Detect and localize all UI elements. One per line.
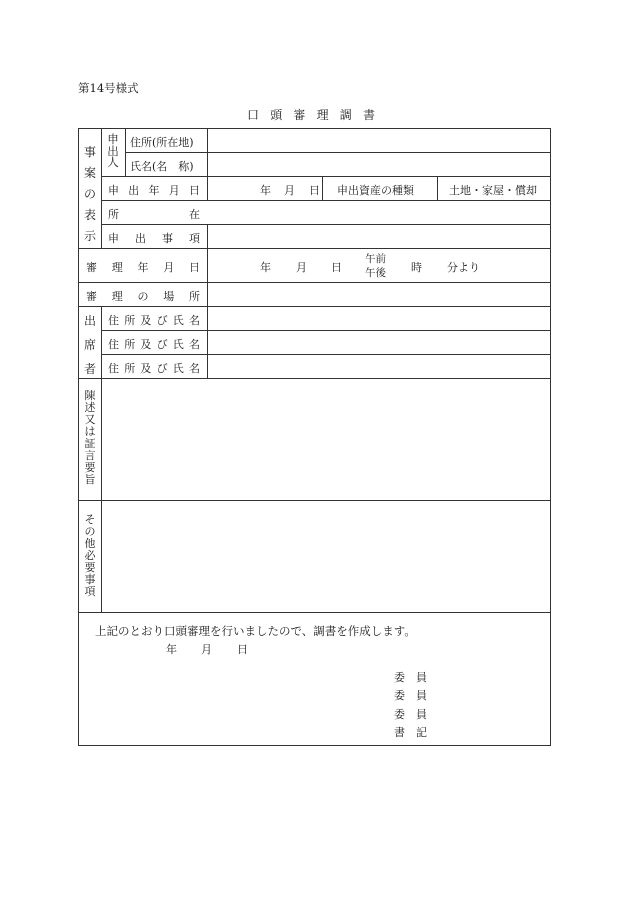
signature-label: 委 員: [394, 708, 427, 721]
attendees-label-1: 出: [84, 314, 97, 328]
application-day: 日: [309, 184, 320, 197]
application-date-label: [108, 182, 200, 198]
label-char: 書: [362, 108, 375, 122]
signature-label: 委 員: [394, 671, 427, 684]
label-char: 名: [188, 338, 200, 351]
label-char: 住: [108, 362, 119, 375]
form-number: 第14号様式: [78, 81, 139, 95]
name-label: 氏名(名 称): [130, 160, 194, 173]
row-line: [78, 612, 551, 613]
label-char: 理: [111, 261, 123, 274]
label-char: 言: [84, 449, 96, 462]
label-char: 事: [162, 232, 173, 245]
application-matter-label: [108, 230, 200, 246]
label-char: び: [156, 314, 168, 327]
label-char: 名: [188, 362, 200, 375]
label-char: 日: [189, 261, 200, 274]
address-label: 住所(所在地): [130, 136, 194, 149]
statement-label: [82, 390, 98, 485]
label-char: 案: [83, 166, 96, 180]
location-field[interactable]: [208, 201, 550, 224]
label-char: 審: [86, 290, 97, 303]
col-line: [437, 176, 438, 200]
signature-label: 委 員: [394, 689, 427, 702]
label-char: 氏: [172, 314, 184, 327]
closing-month: 月: [201, 643, 212, 656]
hearing-hour: 時: [411, 261, 422, 274]
hearing-year: 年: [260, 261, 271, 274]
other-matters-label: [82, 514, 98, 597]
label-char: 年: [148, 184, 160, 197]
label-char: 所: [124, 314, 136, 327]
label-char: 審: [293, 108, 306, 122]
label-char: 所: [108, 208, 119, 221]
application-matter-field[interactable]: [208, 225, 550, 248]
label-char: 審: [86, 261, 97, 274]
label-char: の: [137, 290, 149, 303]
label-char: 住: [108, 314, 119, 327]
label-char: 申: [108, 232, 119, 245]
label-char: 在: [189, 208, 200, 221]
hearing-am: 午前: [365, 253, 386, 265]
label-char: 年: [137, 261, 149, 274]
hearing-day: 日: [331, 261, 342, 274]
label-char: 申: [107, 132, 119, 146]
label-char: 所: [124, 362, 136, 375]
label-char: 人: [107, 155, 119, 169]
label-char: 口: [247, 108, 260, 122]
attendee-row-label: [108, 312, 200, 328]
col-line: [322, 176, 323, 200]
label-char: 必: [84, 549, 96, 562]
label-char: 理: [111, 290, 123, 303]
col-line: [101, 128, 102, 248]
hearing-pm: 午後: [365, 267, 386, 279]
asset-type-value: 土地・家屋・償却: [449, 184, 537, 197]
closing-day: 日: [237, 643, 248, 656]
col-line: [101, 306, 102, 378]
hearing-date-label: [86, 259, 200, 275]
label-char: 月: [168, 184, 180, 197]
label-char: 申: [108, 184, 119, 197]
label-char: 出: [107, 143, 119, 158]
label-char: 調: [339, 108, 352, 122]
label-char: び: [156, 338, 168, 351]
label-char: は: [84, 425, 96, 438]
address-field[interactable]: [208, 129, 550, 152]
label-char: 陳: [84, 389, 96, 402]
label-char: 所: [124, 338, 136, 351]
label-char: 述: [84, 401, 96, 414]
label-char: 表: [83, 208, 96, 222]
label-char: 及: [140, 314, 152, 327]
statement-field[interactable]: [102, 379, 550, 500]
label-char: 項: [189, 232, 200, 245]
label-char: 事: [83, 145, 96, 159]
attendees-label-3: 者: [84, 362, 97, 376]
label-char: 氏: [172, 362, 184, 375]
closing-year: 年: [166, 643, 177, 656]
application-month: 月: [284, 184, 295, 197]
label-char: の: [84, 525, 96, 538]
label-char: 証: [84, 437, 96, 450]
attendees-label-2: 席: [84, 338, 97, 352]
label-char: 旨: [84, 473, 96, 486]
page-title: [247, 106, 375, 123]
label-char: 又: [84, 413, 96, 426]
label-char: 場: [163, 290, 175, 303]
label-char: 及: [140, 338, 152, 351]
location-label: [108, 206, 200, 222]
hearing-place-label: [86, 288, 200, 304]
label-char: び: [156, 362, 168, 375]
applicant-label: [104, 134, 122, 169]
attendee-field[interactable]: [208, 355, 550, 378]
label-char: 項: [84, 585, 96, 598]
application-year: 年: [260, 184, 271, 197]
label-char: 所: [189, 290, 200, 303]
label-char: 氏: [172, 338, 184, 351]
label-char: 月: [163, 261, 175, 274]
hearing-place-field[interactable]: [208, 283, 550, 306]
attendee-row-label: [108, 360, 200, 376]
label-char: 示: [83, 229, 96, 243]
signature-label: 書 記: [394, 726, 427, 739]
closing-statement: 上記のとおり口頭審理を行いましたので、調書を作成します。: [95, 624, 416, 638]
row-line: [101, 176, 551, 177]
attendee-row-label: [108, 336, 200, 352]
hearing-month: 月: [296, 261, 307, 274]
attendee-field[interactable]: [208, 307, 550, 330]
hearing-from: 分より: [447, 261, 480, 274]
label-char: 住: [108, 338, 119, 351]
name-field[interactable]: [208, 153, 550, 176]
label-char: の: [83, 187, 96, 201]
label-char: そ: [84, 513, 96, 526]
row-line: [78, 248, 551, 249]
label-char: 他: [84, 537, 96, 550]
label-char: 及: [140, 362, 152, 375]
label-char: 日: [189, 184, 200, 197]
label-char: 理: [316, 108, 329, 122]
label-char: 頭: [270, 108, 283, 122]
label-char: 出: [135, 232, 146, 245]
label-char: 要: [84, 561, 96, 574]
label-char: 名: [188, 314, 200, 327]
attendee-field[interactable]: [208, 331, 550, 354]
label-char: 要: [84, 461, 96, 474]
label-char: 事: [84, 573, 96, 586]
label-char: 出: [128, 184, 140, 197]
asset-type-label: 申出資産の種類: [337, 184, 414, 197]
other-matters-field[interactable]: [102, 501, 550, 612]
case-display-label: [82, 146, 98, 242]
col-line: [125, 128, 126, 176]
